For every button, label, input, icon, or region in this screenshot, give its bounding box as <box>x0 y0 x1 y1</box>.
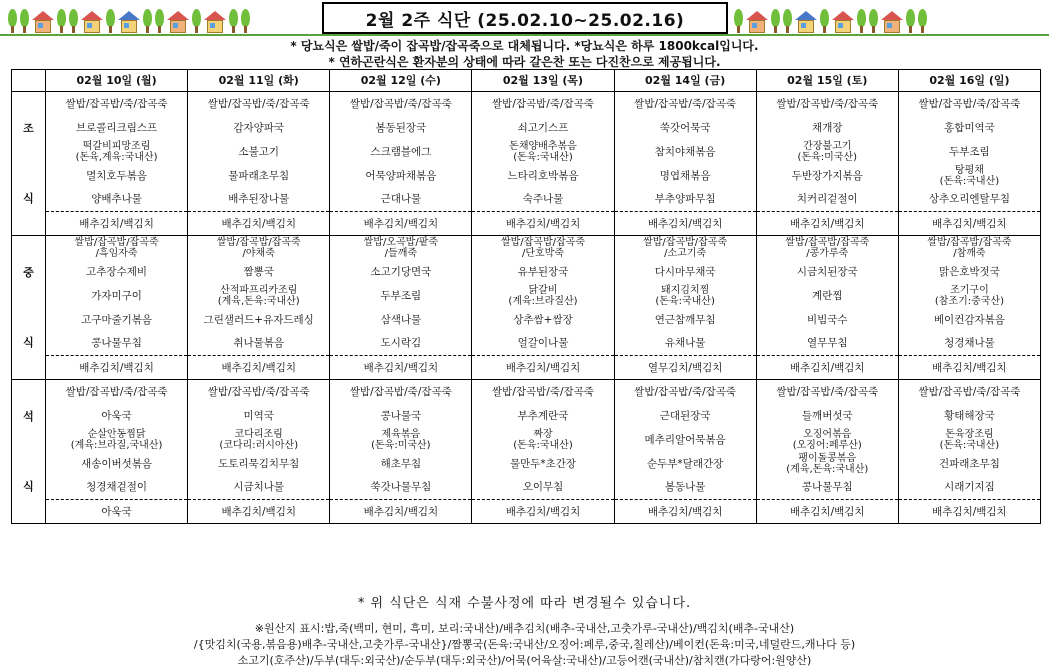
menu-cell: 배추김치/백김치 <box>472 212 614 236</box>
notice-diabetic: * 당뇨식은 쌀밥/죽이 잡곡밥/잡곡죽으로 대체됩니다. *당뇨식은 하루 1800kcal입니다. <box>290 39 759 53</box>
corner-cell <box>12 70 46 92</box>
menu-cell: 쌀밥/잡곡밥/죽/잡곡죽 <box>472 380 614 404</box>
menu-cell: 배추김치/백김치 <box>46 212 188 236</box>
meal-row <box>12 116 1041 140</box>
house-icon <box>118 11 140 33</box>
tree-icon <box>906 9 915 33</box>
menu-cell-line: /소고기죽 <box>664 247 707 259</box>
menu-cell-line: 돼지김치찜 <box>660 284 710 296</box>
meal-label <box>12 236 46 380</box>
meal-row <box>12 476 1041 500</box>
village-decoration-left <box>8 3 250 33</box>
menu-cell-line: (계육,돈육:국내산) <box>786 463 869 475</box>
menu-cell <box>472 236 614 260</box>
meal-row <box>12 188 1041 212</box>
menu-cell: 쌀밥/잡곡밥/죽/잡곡죽 <box>614 380 756 404</box>
meal-label-top: 석 <box>23 409 34 423</box>
menu-cell-line: (돈육:국내산) <box>939 175 1000 187</box>
menu-cell: 봄동나물 <box>614 476 756 500</box>
change-notice: * 위 식단은 식재 수불사정에 따라 변경될수 있습니다. <box>357 596 692 611</box>
tree-icon <box>69 9 78 33</box>
menu-cell: 열무무침 <box>756 332 898 356</box>
menu-cell: 베이컨감자볶음 <box>898 308 1040 332</box>
menu-cell: 배추김치/백김치 <box>472 356 614 380</box>
menu-cell: 배추김치/백김치 <box>898 212 1040 236</box>
menu-cell <box>614 284 756 308</box>
menu-cell-line: 조기구이 <box>950 284 989 296</box>
origin-line-2: /{맛김치(국용,볶음용)배추-국내산,고춧가루-국내산}/짬뽕국(돈육:국내산/오징어:페루,중국,칠레산)/베이컨(돈육:미국,네덜란드,캐나다 등) <box>193 638 856 651</box>
menu-cell: 비빔국수 <box>756 308 898 332</box>
meal-body <box>12 92 1041 524</box>
menu-cell <box>188 428 330 452</box>
menu-cell: 쇠고기스프 <box>472 116 614 140</box>
menu-cell: 홍합미역국 <box>898 116 1040 140</box>
menu-cell: 들깨버섯국 <box>756 404 898 428</box>
menu-cell-line: (돈육,계육:국내산) <box>75 151 158 163</box>
menu-cell: 배추김치/백김치 <box>614 500 756 524</box>
meal-label-top: 중 <box>23 265 34 279</box>
menu-cell: 계란찜 <box>756 284 898 308</box>
tree-icon <box>20 9 29 33</box>
menu-cell-line: 떡갈비피망조림 <box>82 140 151 152</box>
house-icon <box>81 11 103 33</box>
menu-cell: 배추김치/백김치 <box>614 212 756 236</box>
menu-cell-line: 쌀밥/잡곡밥/잡곡죽 <box>500 236 585 248</box>
menu-cell: 아욱국 <box>46 500 188 524</box>
menu-cell: 유부된장국 <box>472 260 614 284</box>
menu-cell-line: (계육:브라질,국내산) <box>70 439 163 451</box>
menu-cell: 고구마줄기볶음 <box>46 308 188 332</box>
menu-cell <box>898 236 1040 260</box>
menu-cell: 물파래초무침 <box>188 164 330 188</box>
day-header-row <box>12 70 1041 92</box>
menu-cell: 시금치나물 <box>188 476 330 500</box>
menu-cell: 콩나물국 <box>330 404 472 428</box>
menu-cell: 취나물볶음 <box>188 332 330 356</box>
day-header: 02월 11일 (화) <box>188 70 330 92</box>
tree-icon <box>143 9 152 33</box>
menu-cell-line: (계육,돈육:국내산) <box>217 295 300 307</box>
menu-cell: 맑은호박젓국 <box>898 260 1040 284</box>
menu-cell: 명엽채볶음 <box>614 164 756 188</box>
meal-row <box>12 404 1041 428</box>
menu-cell: 쌀밥/잡곡밥/죽/잡곡죽 <box>46 92 188 116</box>
menu-cell: 배추김치/백김치 <box>188 212 330 236</box>
house-icon <box>795 11 817 33</box>
origin-line-1: ※원산지 표시:밥,죽(백미, 현미, 흑미, 보리:국내산)/배추김치(배추-국내산,고춧가루-국내산)/백김치(배추-국내산) <box>254 622 795 635</box>
menu-cell: 쌀밥/잡곡밥/죽/잡곡죽 <box>756 92 898 116</box>
menu-cell: 치커리겉절이 <box>756 188 898 212</box>
menu-cell: 시래기지짐 <box>898 476 1040 500</box>
meal-row <box>12 308 1041 332</box>
meal-row <box>12 92 1041 116</box>
menu-cell-line: (돈육:국내산) <box>513 439 573 451</box>
page-title: 2월 2주 식단 (25.02.10~25.02.16) <box>322 2 728 34</box>
tree-icon <box>820 9 829 33</box>
meal-row <box>12 380 1041 404</box>
menu-cell: 배추김치/백김치 <box>330 212 472 236</box>
house-icon <box>746 11 768 33</box>
menu-cell: 고추장수제비 <box>46 260 188 284</box>
menu-cell-line: /콩가루죽 <box>806 247 849 259</box>
menu-cell: 배추김치/백김치 <box>898 500 1040 524</box>
menu-cell: 오이무침 <box>472 476 614 500</box>
meal-row <box>12 260 1041 284</box>
meal-label-bottom: 식 <box>23 335 34 349</box>
menu-cell: 느타리호박볶음 <box>472 164 614 188</box>
menu-cell-line: 쌀밥/잡곡밥/잡곡죽 <box>927 236 1012 248</box>
menu-cell-line: 닭갈비 <box>528 284 558 296</box>
menu-cell: 그린샐러드+유자드레싱 <box>188 308 330 332</box>
menu-cell-line: (돈육:미국산) <box>797 151 858 163</box>
menu-cell-line: /참깨죽 <box>953 247 986 259</box>
menu-cell-line: 돈채양배추볶음 <box>509 140 577 152</box>
menu-cell <box>898 428 1040 452</box>
day-header: 02월 15일 (토) <box>756 70 898 92</box>
day-header: 02월 16일 (일) <box>898 70 1040 92</box>
menu-cell-line: 제육볶음 <box>381 428 421 440</box>
tree-icon <box>918 9 927 33</box>
menu-cell-line: (참조기:중국산) <box>934 295 1004 307</box>
menu-cell: 유채나물 <box>614 332 756 356</box>
tree-icon <box>229 9 238 33</box>
menu-cell: 근대된장국 <box>614 404 756 428</box>
menu-cell: 부추양파무침 <box>614 188 756 212</box>
menu-cell-line: (오징어:페루산) <box>792 439 862 451</box>
tree-icon <box>734 9 743 33</box>
meal-row <box>12 164 1041 188</box>
meal-table <box>11 69 1041 524</box>
menu-cell: 두부조림 <box>898 140 1040 164</box>
tree-icon <box>783 9 792 33</box>
house-icon <box>881 11 903 33</box>
meal-row <box>12 356 1041 380</box>
tree-icon <box>869 9 878 33</box>
menu-cell-line: 돈육장조림 <box>945 428 994 440</box>
menu-cell: 열무김치/백김치 <box>614 356 756 380</box>
menu-cell: 멸치호두볶음 <box>46 164 188 188</box>
menu-cell: 배추김치/백김치 <box>756 356 898 380</box>
menu-cell-line: 코다리조림 <box>234 428 283 440</box>
menu-cell-line: 짜장 <box>533 428 553 440</box>
menu-cell: 물만두*초간장 <box>472 452 614 476</box>
menu-cell: 삼색나물 <box>330 308 472 332</box>
menu-cell: 배추김치/백김치 <box>472 500 614 524</box>
menu-cell: 순두부*달래간장 <box>614 452 756 476</box>
menu-cell: 감자양파국 <box>188 116 330 140</box>
tree-icon <box>8 9 17 33</box>
tree-icon <box>857 9 866 33</box>
menu-cell: 쑥갓어묵국 <box>614 116 756 140</box>
menu-cell-line: (코다리:러시아산) <box>219 439 299 451</box>
menu-cell-line: 쌀밥/잡곡밥/잡곡죽 <box>785 236 870 248</box>
menu-cell: 소불고기 <box>188 140 330 164</box>
menu-cell: 상추오리엔탈무침 <box>898 188 1040 212</box>
tree-icon <box>771 9 780 33</box>
notice-dysphagia: * 연하곤란식은 환자분의 상태에 따라 갈은찬 또는 다진찬으로 제공됩니다. <box>328 55 721 69</box>
menu-cell-line: (계육:브라질산) <box>508 295 578 307</box>
menu-cell: 건파래초무침 <box>898 452 1040 476</box>
menu-cell <box>46 428 188 452</box>
meal-label-bottom: 식 <box>23 191 34 205</box>
menu-cell-line: (돈육:국내산) <box>939 439 1000 451</box>
menu-cell: 브로콜리크림스프 <box>46 116 188 140</box>
menu-cell-line: (돈육:미국산) <box>371 439 431 451</box>
menu-cell: 봄동된장국 <box>330 116 472 140</box>
menu-cell: 시금치된장국 <box>756 260 898 284</box>
menu-cell: 배추김치/백김치 <box>898 356 1040 380</box>
menu-cell: 얼갈이나물 <box>472 332 614 356</box>
menu-cell: 도토리묵김치무침 <box>188 452 330 476</box>
meal-label <box>12 380 46 524</box>
menu-cell <box>188 236 330 260</box>
menu-cell: 배추김치/백김치 <box>330 356 472 380</box>
menu-cell: 배추김치/백김치 <box>330 500 472 524</box>
menu-cell: 숙주나물 <box>472 188 614 212</box>
menu-cell: 배추김치/백김치 <box>756 500 898 524</box>
header <box>0 0 1049 36</box>
menu-cell: 참치야채볶음 <box>614 140 756 164</box>
menu-cell: 쌀밥/잡곡밥/죽/잡곡죽 <box>614 92 756 116</box>
menu-cell: 콩나물무침 <box>756 476 898 500</box>
menu-cell: 새송이버섯볶음 <box>46 452 188 476</box>
menu-cell <box>330 428 472 452</box>
meal-row <box>12 236 1041 260</box>
tree-icon <box>57 9 66 33</box>
menu-cell: 청경채겉절이 <box>46 476 188 500</box>
menu-cell: 배추김치/백김치 <box>756 212 898 236</box>
ground-line <box>0 34 1049 36</box>
menu-cell: 채개장 <box>756 116 898 140</box>
menu-cell: 배추김치/백김치 <box>188 500 330 524</box>
menu-cell: 배추김치/백김치 <box>46 356 188 380</box>
menu-cell: 쌀밥/잡곡밥/죽/잡곡죽 <box>188 380 330 404</box>
menu-cell-line: 탕평채 <box>954 164 984 176</box>
meal-row <box>12 332 1041 356</box>
menu-cell: 황태해장국 <box>898 404 1040 428</box>
day-header: 02월 12일 (수) <box>330 70 472 92</box>
menu-cell: 쌀밥/잡곡밥/죽/잡곡죽 <box>46 380 188 404</box>
menu-cell <box>756 452 898 476</box>
menu-cell: 연근참깨무침 <box>614 308 756 332</box>
menu-cell-line: 쌀밥/오곡밥/팥죽 <box>363 236 439 248</box>
menu-cell-line: 쌀밥/잡곡밥/잡곡죽 <box>74 236 159 248</box>
menu-cell: 두반장가지볶음 <box>756 164 898 188</box>
day-header: 02월 14일 (금) <box>614 70 756 92</box>
tree-icon <box>192 9 201 33</box>
menu-cell: 스크램블에그 <box>330 140 472 164</box>
menu-cell: 가자미구이 <box>46 284 188 308</box>
menu-cell <box>472 428 614 452</box>
menu-cell-line: 간장불고기 <box>803 140 852 152</box>
house-icon <box>32 11 54 33</box>
menu-cell: 쌀밥/잡곡밥/죽/잡곡죽 <box>756 380 898 404</box>
day-header: 02월 10일 (월) <box>46 70 188 92</box>
menu-cell: 쌀밥/잡곡밥/죽/잡곡죽 <box>330 92 472 116</box>
menu-cell: 다시마무채국 <box>614 260 756 284</box>
tree-icon <box>106 9 115 33</box>
menu-cell-line: 순살안동찜닭 <box>87 428 146 440</box>
menu-cell <box>898 284 1040 308</box>
menu-cell: 청경채나물 <box>898 332 1040 356</box>
tree-icon <box>155 9 164 33</box>
menu-cell <box>46 236 188 260</box>
menu-cell: 쑥갓나물무침 <box>330 476 472 500</box>
menu-cell-line: (돈육:국내산) <box>655 295 715 307</box>
menu-cell: 상추쌈+쌈장 <box>472 308 614 332</box>
menu-cell <box>898 164 1040 188</box>
menu-cell <box>472 284 614 308</box>
menu-cell: 쌀밥/잡곡밥/죽/잡곡죽 <box>472 92 614 116</box>
menu-cell-line: /야채죽 <box>242 247 275 259</box>
house-icon <box>204 11 226 33</box>
menu-cell <box>756 428 898 452</box>
menu-cell: 아욱국 <box>46 404 188 428</box>
meal-label-bottom: 식 <box>23 479 34 493</box>
menu-cell-line: 오징어볶음 <box>803 428 852 440</box>
menu-cell: 쌀밥/잡곡밥/죽/잡곡죽 <box>330 380 472 404</box>
menu-cell: 부추계란국 <box>472 404 614 428</box>
menu-cell <box>614 236 756 260</box>
menu-cell <box>46 140 188 164</box>
menu-cell: 쌀밥/잡곡밥/죽/잡곡죽 <box>898 380 1040 404</box>
menu-cell-line: /흑임자죽 <box>95 247 138 259</box>
menu-cell-line: 쌀밥/잡곡밥/잡곡죽 <box>643 236 728 248</box>
menu-cell: 양배추나물 <box>46 188 188 212</box>
meal-row <box>12 452 1041 476</box>
menu-cell: 배추된장나물 <box>188 188 330 212</box>
house-icon <box>832 11 854 33</box>
menu-cell <box>472 140 614 164</box>
meal-row <box>12 212 1041 236</box>
menu-cell: 쌀밥/잡곡밥/죽/잡곡죽 <box>898 92 1040 116</box>
meal-label <box>12 92 46 236</box>
meal-row <box>12 428 1041 452</box>
village-decoration-right <box>734 3 927 33</box>
tree-icon <box>241 9 250 33</box>
menu-cell: 두부조림 <box>330 284 472 308</box>
menu-cell-line: 산적파프리카조림 <box>220 284 298 296</box>
meal-row <box>12 284 1041 308</box>
menu-cell <box>756 236 898 260</box>
house-icon <box>167 11 189 33</box>
menu-cell: 짬뽕국 <box>188 260 330 284</box>
meal-row <box>12 500 1041 524</box>
meal-label-top: 조 <box>23 121 34 135</box>
menu-cell: 근대나물 <box>330 188 472 212</box>
menu-cell-line: 팽이돌콩볶음 <box>798 452 857 464</box>
menu-cell: 어묵양파채볶음 <box>330 164 472 188</box>
day-header: 02월 13일 (목) <box>472 70 614 92</box>
menu-cell: 미역국 <box>188 404 330 428</box>
menu-cell-line: /단호박죽 <box>521 247 564 259</box>
menu-cell <box>756 140 898 164</box>
menu-cell <box>330 236 472 260</box>
menu-cell <box>188 284 330 308</box>
menu-cell-line: /들깨죽 <box>384 247 418 259</box>
meal-row <box>12 140 1041 164</box>
menu-cell: 메추리알어묵볶음 <box>614 428 756 452</box>
menu-cell: 콩나물무침 <box>46 332 188 356</box>
menu-cell-line: (돈육:국내산) <box>513 151 573 163</box>
menu-cell-line: 쌀밥/잡곡밥/잡곡죽 <box>216 236 301 248</box>
menu-cell: 도시락김 <box>330 332 472 356</box>
menu-cell: 쌀밥/잡곡밥/죽/잡곡죽 <box>188 92 330 116</box>
menu-cell: 해초무침 <box>330 452 472 476</box>
menu-cell: 배추김치/백김치 <box>188 356 330 380</box>
origin-line-3: 소고기(호주산)/두부(대두:외국산)/순두부(대두:외국산)/어묵(어육살:국내산)/고등어캔(국내산)/참치캔(가다랑어:원양산) <box>237 654 812 667</box>
menu-cell: 소고기당면국 <box>330 260 472 284</box>
